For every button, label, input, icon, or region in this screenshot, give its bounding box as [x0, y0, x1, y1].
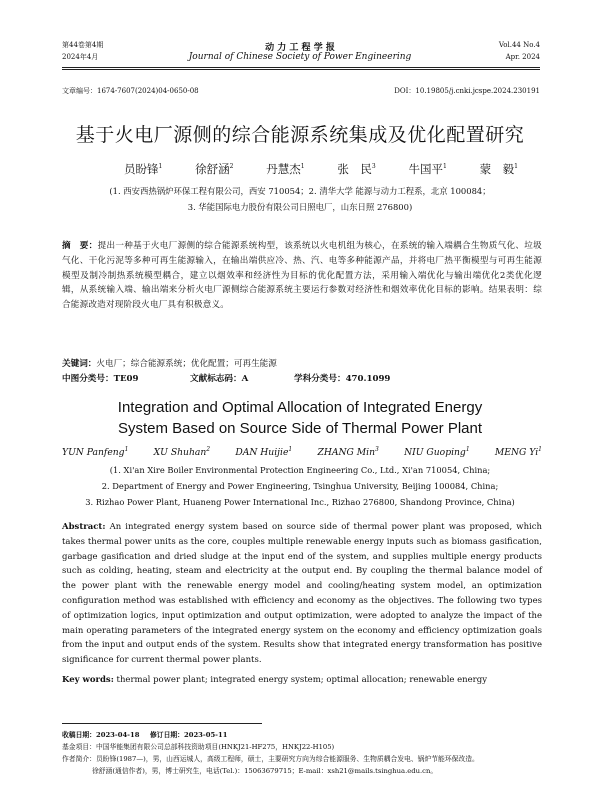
header-rule-2 — [62, 69, 540, 70]
en-author-affil-mark: 1 — [288, 446, 293, 453]
en-author-affil-mark: 1 — [124, 446, 129, 453]
header-rule — [62, 67, 540, 68]
keywords-en-text: thermal power plant; integrated energy system; optimal allocation; renewable energy — [116, 675, 487, 685]
document-code: 文献标志码：A — [190, 374, 249, 384]
cn-author — [266, 161, 304, 177]
cn-author-name: 徐舒涵 — [195, 162, 230, 176]
keywords-cn-label: 关键词： — [62, 359, 97, 369]
abstract-en — [62, 520, 542, 668]
cn-author-affil-mark: 2 — [229, 163, 234, 171]
cn-author — [195, 161, 233, 177]
cn-author-affil-mark: 3 — [371, 163, 376, 171]
footnote-rule — [62, 723, 262, 724]
cn-author-name: 蒙 毅 — [479, 162, 515, 176]
en-author-name: DAN Huijie — [235, 447, 289, 459]
cn-author-affil-mark: 1 — [300, 163, 305, 171]
cn-author — [337, 161, 375, 177]
keywords-cn — [62, 357, 542, 369]
cn-author-name: 张 民 — [337, 162, 372, 176]
cn-author-name: 丹慧杰 — [266, 162, 301, 176]
abstract-cn — [62, 239, 542, 313]
en-author-name: ZHANG Min — [317, 447, 376, 459]
en-author — [62, 446, 128, 458]
en-author-name: MENG Yi — [494, 447, 539, 459]
cn-author-affil-mark: 1 — [158, 163, 163, 171]
authors-cn — [124, 161, 518, 177]
cn-author-name: 牛国平 — [408, 162, 443, 176]
header-volume-cn: 第44卷第4期 — [62, 41, 104, 49]
en-author-affil-mark: 3 — [375, 446, 379, 453]
keywords-en-label: Key words: — [62, 675, 114, 685]
en-author — [154, 446, 210, 458]
title-cn: 基于火电厂源侧的综合能源系统集成及优化配置研究 — [75, 124, 525, 146]
abstract-cn-text: 提出一种基于火电厂源侧的综合能源系统构型，该系统以火电机组为核心，在系统的输入端耦合生物质气化、垃圾气化、干化污泥等多种可再生能源输入，在输出端供应冷、热、汽、电等多种能源产品，并将电厂热平衡模型与可再生能源模型及制冷制热系统模型耦合，建立以烟效率和经济性为目标的优化配置方法，采用输入端优化与输出端优化2类优化逻辑，从系统输入端、输出端来分析火电厂源侧综合能源系统主要运行参数对经济性和烟效率优化目标的影响。结果表明：综合能源改造对现阶段火电厂具有积极意义。 — [62, 241, 542, 311]
en-author-name: XU Shuhan — [153, 447, 207, 459]
affiliation-cn-1: (1. 西安西热锅炉环保工程有限公司，西安 710054；2. 清华大学 能源与动力工程系，北京 100084； — [109, 186, 491, 196]
cn-author-affil-mark: 1 — [514, 163, 518, 171]
subject-code: 学科分类号：470.1099 — [294, 374, 391, 384]
doi: DOI：10.19805/j.cnki.jcspe.2024.230191 — [394, 87, 540, 95]
header-date-cn: 2024年4月 — [62, 53, 99, 61]
en-author — [404, 446, 470, 458]
article-number: 文章编号：1674-7607(2024)04-0650-08 — [62, 87, 199, 95]
cn-author — [480, 161, 518, 177]
affiliation-en-3: 3. Rizhao Power Plant, Huaneng Power International Inc., Rizhao 276800, Shandong Province, China) — [85, 497, 515, 507]
abstract-cn-label: 摘 要： — [62, 241, 98, 251]
received-date: 收稿日期：2023-04-18 — [62, 731, 140, 739]
fund-info: 基金项目：中国华能集团有限公司总部科技资助项目(HNKJ21-HF275，HNKJ22-H105) — [62, 743, 335, 751]
en-author — [495, 446, 542, 458]
affiliation-cn-2: 3. 华能国际电力股份有限公司日照电厂，山东日照 276800) — [187, 202, 413, 212]
header-date-en: Apr. 2024 — [505, 53, 540, 61]
affiliation-en-1: (1. Xi'an Xire Boiler Environmental Protection Engineering Co., Ltd., Xi'an 710054, China; — [109, 465, 491, 475]
en-author-affil-mark: 1 — [538, 446, 542, 453]
cn-author-name: 员盼锋 — [124, 162, 159, 176]
revised-date: 修订日期：2023-05-11 — [150, 731, 228, 739]
corresponding-author: 徐舒涵(通信作者)，男，博士研究生，电话(Tel.)：15063679715；E-mail：xsh21@mails.tsinghua.edu.cn。 — [92, 767, 438, 775]
header-journal-en: Journal of Chinese Society of Power Engineering — [188, 52, 412, 62]
en-author-affil-mark: 1 — [465, 446, 470, 453]
en-author-affil-mark: 2 — [206, 446, 211, 453]
header-journal-cn: 动 力 工 程 学 报 — [265, 43, 335, 53]
cn-author — [124, 161, 162, 177]
title-en-line-2: System Based on Source Side of Thermal Power Plant — [117, 420, 483, 437]
abstract-en-label: Abstract: — [62, 522, 106, 532]
authors-en — [62, 446, 542, 458]
title-en-line-1: Integration and Optimal Allocation of Integrated Energy — [117, 399, 483, 416]
keywords-en — [62, 675, 542, 685]
keywords-cn-text: 火电厂；综合能源系统；优化配置；可再生能源 — [96, 359, 277, 369]
header-volume-en: Vol.44 No.4 — [498, 41, 540, 49]
cn-author — [409, 161, 447, 177]
abstract-en-text: An integrated energy system based on source side of thermal power plant was proposed, which takes thermal power units as the core, couples multiple renewable energy inputs such as biomass gasification, garbage gasification and dried sludge at the input end of the system, and supplies multiple energy products such as colding, heating, steam and electricity at the output end. By coupling the thermal balance model of the power plant with the renewable energy model and cooling/heating system model, an optimization configuration method was established with efficiency and economy as the objectives. The following two types of optimization logics, input optimization and output optimization, were adopted to analyze the impact of the main operating parameters of the integrated energy system on the economy and efficiency optimization goals from the input and output ends of the system. Results show that integrated energy transformation has positive significance for current thermal power plants. — [62, 522, 543, 666]
en-author — [235, 446, 292, 458]
en-author-name: YUN Panfeng — [62, 447, 125, 459]
affiliation-en-2: 2. Department of Energy and Power Engineering, Tsinghua University, Beijing 100084, China; — [101, 481, 499, 491]
cn-author-affil-mark: 1 — [443, 163, 447, 171]
author-bio: 作者简介：员盼锋(1987—)，男，山西运城人，高级工程师，硕士，主要研究方向为综合能源服务、生物质耦合发电、锅炉节能环保改造。 — [62, 755, 479, 763]
clc-number: 中图分类号：TE09 — [62, 374, 139, 384]
en-author-name: NIU Guoping — [404, 447, 466, 459]
en-author — [317, 446, 378, 458]
